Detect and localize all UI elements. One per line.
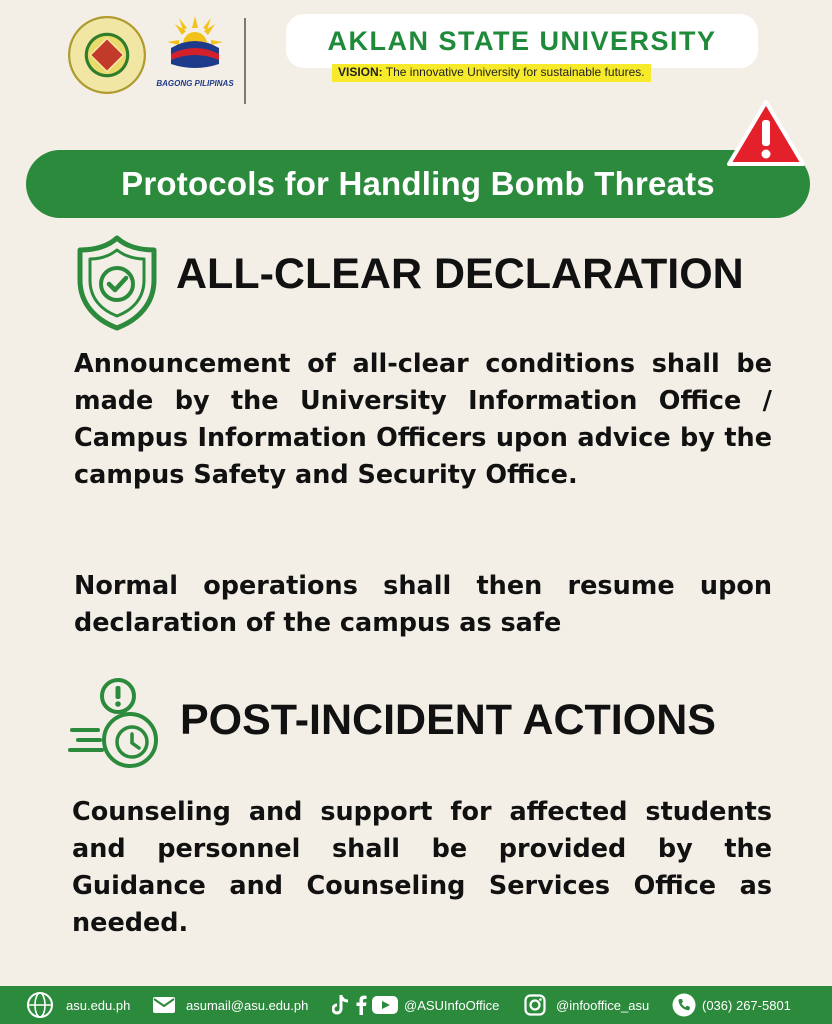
university-seal-logo: [68, 16, 146, 94]
social-handle-text: @ASUInfoOffice: [404, 997, 500, 1013]
bagong-pilipinas-label: BAGONG PILIPINAS: [156, 79, 234, 88]
tiktok-icon: [332, 994, 350, 1016]
vision-text: The innovative University for sustainable futures.: [382, 65, 645, 79]
footer-website[interactable]: [26, 986, 130, 1024]
alert-clock-icon: [68, 676, 164, 770]
website-text: asu.edu.ph: [66, 997, 131, 1013]
section-heading-post-incident: POST-INCIDENT ACTIONS: [180, 696, 716, 744]
email-text: asumail@asu.edu.ph: [186, 997, 309, 1013]
footer-social[interactable]: [332, 986, 499, 1024]
mail-icon: [152, 996, 176, 1014]
footer-instagram[interactable]: [524, 986, 649, 1024]
instagram-text: @infooffice_asu: [556, 997, 650, 1013]
all-clear-paragraph-1: Announcement of all-clear conditions shall be made by the University Information Office / Campus Information Officers upon advice by the campus Safety and Security Office.: [74, 349, 772, 490]
bagong-pilipinas-logo: [152, 14, 238, 94]
instagram-icon: [524, 994, 546, 1016]
shield-check-icon: [76, 234, 158, 332]
university-name: AKLAN STATE UNIVERSITY: [327, 25, 717, 56]
all-clear-paragraph-2: Normal operations shall then resume upon declaration of the campus as safe: [74, 571, 772, 638]
bagong-pilipinas-emblem-icon: [165, 14, 225, 72]
phone-icon: [672, 993, 696, 1017]
seal-emblem: [89, 37, 126, 74]
title-banner: [26, 150, 810, 218]
post-incident-paragraph: Counseling and support for affected students and personnel shall be provided by the Guidance and Counseling Services Office as needed.: [72, 797, 772, 938]
footer-email[interactable]: [152, 986, 308, 1024]
youtube-icon: [372, 996, 398, 1014]
university-name-box: [286, 14, 758, 68]
warning-triangle-icon: [726, 98, 806, 168]
header-divider: [244, 18, 246, 104]
footer-phone[interactable]: [672, 986, 791, 1024]
globe-www-icon: [26, 991, 54, 1019]
page-title: Protocols for Handling Bomb Threats: [121, 165, 715, 202]
phone-text: (036) 267-5801: [702, 997, 791, 1013]
vision-label: VISION:: [338, 65, 383, 79]
footer-bar: [0, 986, 832, 1024]
section-heading-all-clear: ALL-CLEAR DECLARATION: [176, 250, 744, 298]
vision-statement: [332, 64, 651, 82]
facebook-icon: [354, 994, 368, 1016]
